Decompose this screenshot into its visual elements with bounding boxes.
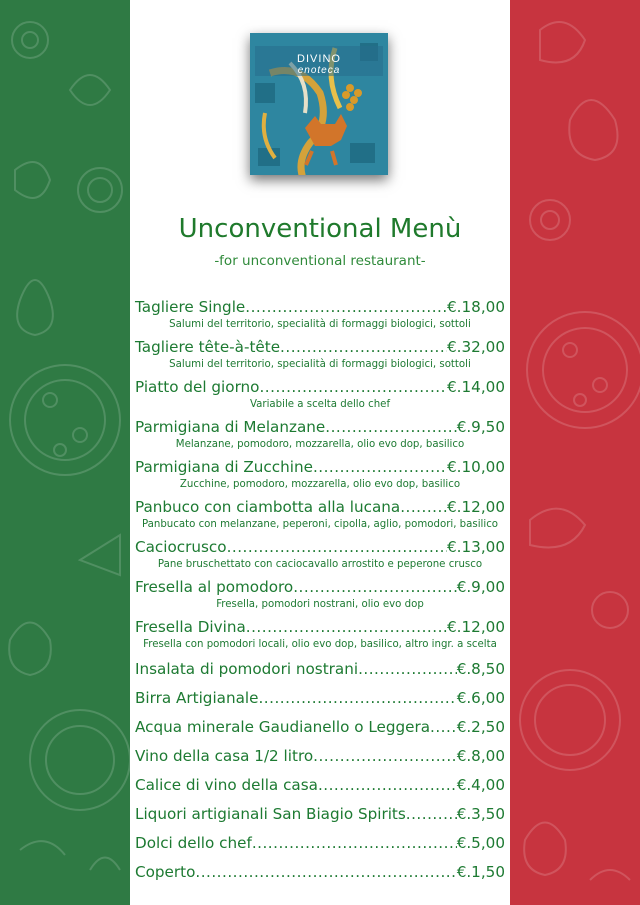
menu-item-price: €.32,00 xyxy=(447,338,505,356)
menu-item xyxy=(135,859,505,888)
menu-item-description: Salumi del territorio, specialità di formaggi biologici, sottoli xyxy=(169,319,471,330)
menu-item-name: Caciocrusco xyxy=(135,538,227,556)
menu-item-name: Piatto del giorno xyxy=(135,378,260,396)
menu-item-description: Panbucato con melanzane, peperoni, cipolla, aglio, pomodori, basilico xyxy=(141,519,499,530)
divino-enoteca-logo xyxy=(250,33,388,175)
menu-item-name: Tagliere Single xyxy=(135,298,246,316)
dot-leader xyxy=(318,772,457,798)
dot-leader xyxy=(258,685,456,711)
menu-item xyxy=(135,656,505,685)
menu-item-price: €.1,50 xyxy=(456,863,505,881)
dot-leader xyxy=(227,536,447,558)
menu-item xyxy=(135,296,505,336)
menu-item-description: Variabile a scelta dello chef xyxy=(249,399,391,410)
menu-item-name: Liquori artigianali San Biagio Spirits xyxy=(135,805,406,823)
menu-item-price: €.18,00 xyxy=(447,298,505,316)
menu-item-row xyxy=(135,616,505,638)
menu-title: Unconventional Menù xyxy=(178,214,462,244)
menu-item-row xyxy=(135,685,505,714)
menu-item-description: Salumi del territorio, specialità di formaggi biologici, sottoli xyxy=(169,359,471,370)
menu-item xyxy=(135,376,505,416)
menu-subtitle: -for unconventional restaurant- xyxy=(214,253,426,269)
menu-item-row xyxy=(135,772,505,801)
menu-item-description: Fresella, pomodori nostrani, olio evo dop xyxy=(216,599,424,610)
dot-leader xyxy=(358,656,457,682)
menu-item-name: Parmigiana di Melanzane xyxy=(135,418,326,436)
menu-item xyxy=(135,830,505,859)
menu-item-price: €.12,00 xyxy=(447,498,505,516)
menu-item-price: €.3,50 xyxy=(456,805,505,823)
dot-leader xyxy=(246,616,447,638)
menu-item-name: Panbuco con ciambotta alla lucana xyxy=(135,498,401,516)
menu-item-price: €.4,00 xyxy=(456,776,505,794)
dot-leader xyxy=(313,743,457,769)
menu-item-price: €.14,00 xyxy=(447,378,505,396)
dot-leader xyxy=(400,496,447,518)
right-red-band xyxy=(510,0,640,905)
menu-item-row xyxy=(135,801,505,830)
menu-item-name: Vino della casa 1/2 litro xyxy=(135,747,314,765)
menu-item-name: Parmigiana di Zucchine xyxy=(135,458,313,476)
menu-item xyxy=(135,536,505,576)
menu-item-row xyxy=(135,456,505,478)
menu-item-name: Fresella Divina xyxy=(135,618,246,636)
menu-item-name: Acqua minerale Gaudianello o Leggera xyxy=(135,718,431,736)
menu-item-row xyxy=(135,336,505,358)
dot-leader xyxy=(280,336,447,358)
menu-item-name: Fresella al pomodoro xyxy=(135,578,294,596)
dot-leader xyxy=(245,296,447,318)
dot-leader xyxy=(430,714,457,740)
menu-item-price: €.2,50 xyxy=(456,718,505,736)
brand-name: DIVINO xyxy=(297,53,341,65)
menu-item-price: €.8,50 xyxy=(456,660,505,678)
menu-item-price: €.12,00 xyxy=(447,618,505,636)
menu-item-price: €.5,00 xyxy=(456,834,505,852)
menu-item xyxy=(135,496,505,536)
menu-item xyxy=(135,456,505,496)
menu-item-row xyxy=(135,496,505,518)
menu-item-price: €.10,00 xyxy=(447,458,505,476)
menu-item-row xyxy=(135,376,505,398)
dot-leader xyxy=(259,376,447,398)
menu-item xyxy=(135,743,505,772)
menu-item xyxy=(135,685,505,714)
brand-text xyxy=(250,53,388,77)
menu-item-row xyxy=(135,656,505,685)
menu-item-description: Fresella con pomodori locali, olio evo dop, basilico, altro ingr. a scelta xyxy=(143,639,497,650)
dot-leader xyxy=(252,830,457,856)
menu-item xyxy=(135,616,505,656)
menu-item-name: Insalata di pomodori nostrani xyxy=(135,660,359,678)
dot-leader xyxy=(293,576,456,598)
menu-list xyxy=(135,296,505,888)
menu-item-name: Calice di vino della casa xyxy=(135,776,318,794)
food-doodle-pattern-left xyxy=(0,0,130,905)
dot-leader xyxy=(313,456,447,478)
menu-item-price: €.8,00 xyxy=(456,747,505,765)
menu-item-price: €.9,00 xyxy=(456,578,505,596)
dot-leader xyxy=(406,801,457,827)
menu-item xyxy=(135,714,505,743)
dot-leader xyxy=(195,859,456,885)
menu-item xyxy=(135,772,505,801)
menu-item-row xyxy=(135,859,505,888)
menu-item-row xyxy=(135,296,505,318)
menu-item-name: Dolci dello chef xyxy=(135,834,252,852)
brand-subname: enoteca xyxy=(297,65,341,76)
menu-item-row xyxy=(135,830,505,859)
menu-item-name: Coperto xyxy=(135,863,196,881)
dot-leader xyxy=(325,416,456,438)
menu-item xyxy=(135,576,505,616)
menu-item-description: Pane bruschettato con caciocavallo arrostito e peperone crusco xyxy=(157,559,483,570)
menu-item-row xyxy=(135,714,505,743)
menu-item-row xyxy=(135,576,505,598)
menu-item-description: Zucchine, pomodoro, mozzarella, olio evo dop, basilico xyxy=(179,479,461,490)
menu-item xyxy=(135,336,505,376)
menu-item-row xyxy=(135,536,505,558)
menu-item-name: Birra Artigianale xyxy=(135,689,259,707)
menu-item xyxy=(135,416,505,456)
menu-item-row xyxy=(135,743,505,772)
menu-item-price: €.13,00 xyxy=(447,538,505,556)
menu-item xyxy=(135,801,505,830)
menu-item-description: Melanzane, pomodoro, mozzarella, olio evo dop, basilico xyxy=(175,439,465,450)
food-doodle-pattern-right xyxy=(510,0,640,905)
left-green-band xyxy=(0,0,130,905)
menu-item-price: €.9,50 xyxy=(456,418,505,436)
menu-item-name: Tagliere tête-à-tête xyxy=(135,338,281,356)
menu-item-row xyxy=(135,416,505,438)
menu-item-price: €.6,00 xyxy=(456,689,505,707)
